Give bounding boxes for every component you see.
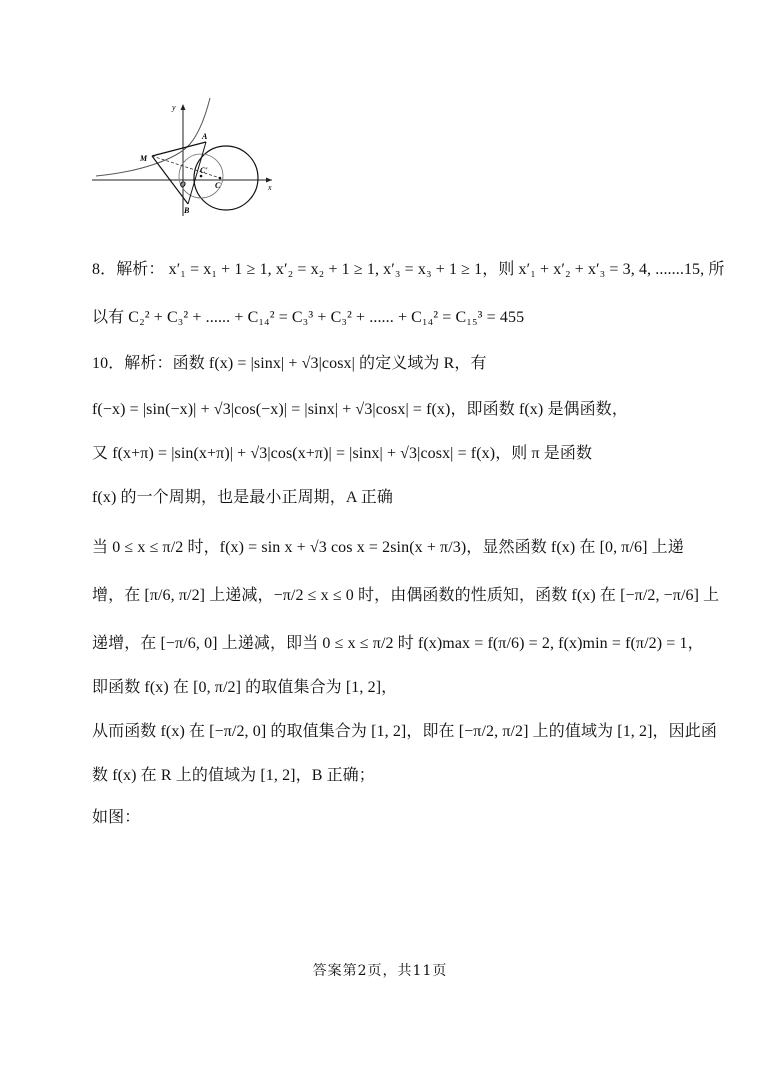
label-o: O (180, 180, 186, 189)
solution-10-line-4: f(x) 的一个周期，也是最小正周期，A 正确 (92, 489, 393, 506)
solution-10-line-2: f(−x) = |sin(−x)| + √3|cos(−x)| = |sinx| + √3|cosx| = f(x)，即函数 f(x) 是偶函数， (92, 401, 628, 418)
dashed-mc (152, 156, 220, 178)
solution-10-line-10: 数 f(x) 在 R 上的值域为 [1, 2]，B 正确； (92, 767, 375, 784)
solution-8-line-2: 以有 C₂² + C₃² + ...... + C₁₄² = C₃³ + C₃² + ...... + C₁₄² = C₁₅³ = 455 (92, 309, 525, 326)
exp-curve (96, 98, 210, 176)
label-y: y (172, 103, 176, 112)
geometry-figure (88, 92, 288, 222)
solution-10-line-9: 从而函数 f(x) 在 [−π/2, 0] 的取值集合为 [1, 2]，即在 [−π/2, π/2] 上的值域为 [1, 2]，因此函 (92, 723, 717, 740)
label-b: B (184, 206, 190, 215)
solution-10-line-5: 当 0 ≤ x ≤ π/2 时，f(x) = sin x + √3 cos x = 2sin(x + π/3)，显然函数 f(x) 在 [0, π/6] 上递 (92, 539, 684, 556)
solution-10-line-1: 10．解析：函数 f(x) = |sinx| + √3|cosx| 的定义域为 R，有 (92, 355, 487, 372)
solution-10-line-3: 又 f(x+π) = |sin(x+π)| + √3|cos(x+π)| = |sinx| + √3|cosx| = f(x)，则 π 是函数 (92, 445, 593, 462)
point-c-prime (200, 175, 203, 178)
solution-10-line-11: 如图： (92, 809, 141, 826)
y-axis-arrow (181, 104, 186, 110)
label-m: M (140, 154, 148, 163)
point-c (219, 177, 222, 180)
circle-c (194, 146, 258, 210)
solution-10-line-8: 即函数 f(x) 在 [0, π/2] 的取值集合为 [1, 2]， (92, 679, 398, 696)
solution-10-line-6: 增，在 [π/6, π/2] 上递减，−π/2 ≤ x ≤ 0 时，由偶函数的性质知，函数 f(x) 在 [−π/2, −π/6] 上 (92, 587, 720, 604)
solution-10-line-7: 递增，在 [−π/6, 0] 上递减，即当 0 ≤ x ≤ π/2 时 f(x)max = f(π/6) = 2, f(x)min = f(π/2) = 1， (92, 635, 704, 652)
label-x: x (268, 183, 272, 192)
label-a: A (202, 132, 208, 141)
solution-8-line-1: 8．解析： x′₁ = x₁ + 1 ≥ 1, x′₂ = x₂ + 1 ≥ 1, x′₃ = x₃ + 1 ≥ 1，则 x′₁ + x′₂ + x′₃ = 3, 4, .......15, 所 (92, 261, 725, 278)
label-c: C (215, 181, 221, 190)
page-footer: 答案第2页，共11页 (312, 963, 448, 979)
x-axis-arrow (266, 178, 272, 183)
label-c-prime: C' (200, 166, 208, 175)
